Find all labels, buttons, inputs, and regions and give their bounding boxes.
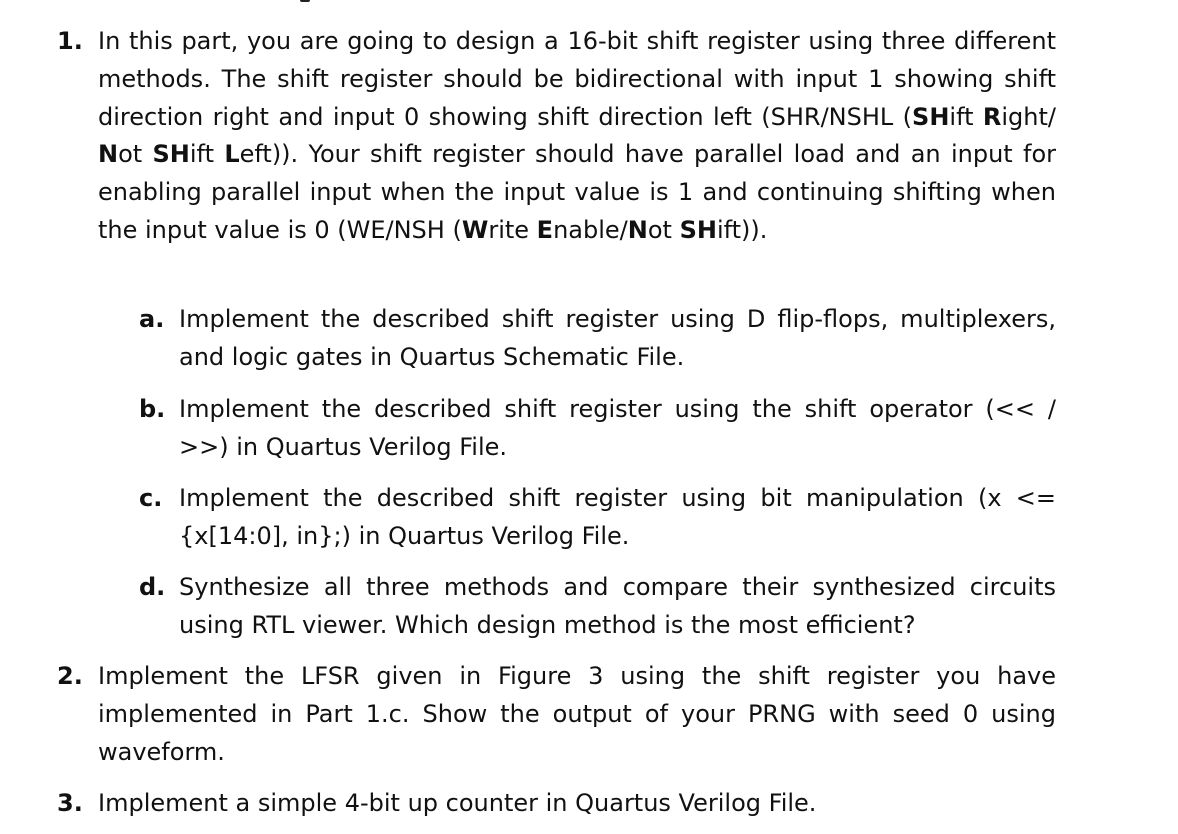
subitem-a-text: Implement the described shift register using D flip-flops, multiplexers, and logic gates in Quartus Schematic File.	[179, 305, 1056, 371]
subitem-d-label: d.	[139, 573, 166, 601]
subitem-a-label: a.	[139, 305, 165, 333]
subitem-d-text: Synthesize all three methods and compare their synthesized circuits using RTL viewer. Which design method is the most efficient?	[179, 573, 1056, 639]
item-2-number: 2.	[57, 662, 83, 690]
item-1-text: In this part, you are going to design a 16-bit shift register using three different methods. The shift register should be bidirectional with input 1 showing shift direction right and input 0 showing shift direction left (SHR/NSHL (SHift Right/ Not SHift Left)). Your shift register should have parallel load and an input for enabling parallel input when the input value is 1 and continuing shifting when the input value is 0 (WE/NSH (Write Enable/Not SHift)).	[98, 27, 1056, 244]
subitem-c-text: Implement the described shift register using bit manipulation (x <= {x[14:0], in};) in Quartus Verilog File.	[179, 484, 1056, 550]
cropped-heading-fragment	[300, 0, 310, 2]
item-1-number: 1.	[57, 27, 83, 55]
subitem-b-text: Implement the described shift register using the shift operator (<< / >>) in Quartus Verilog File.	[179, 395, 1056, 461]
item-2-text: Implement the LFSR given in Figure 3 using the shift register you have implemented in Part 1.c. Show the output of your PRNG with seed 0 using waveform.	[98, 662, 1056, 766]
item-3-number: 3.	[57, 789, 83, 817]
item-3-text: Implement a simple 4-bit up counter in Quartus Verilog File.	[98, 789, 817, 817]
subitem-c-label: c.	[139, 484, 163, 512]
subitem-b-label: b.	[139, 395, 166, 423]
